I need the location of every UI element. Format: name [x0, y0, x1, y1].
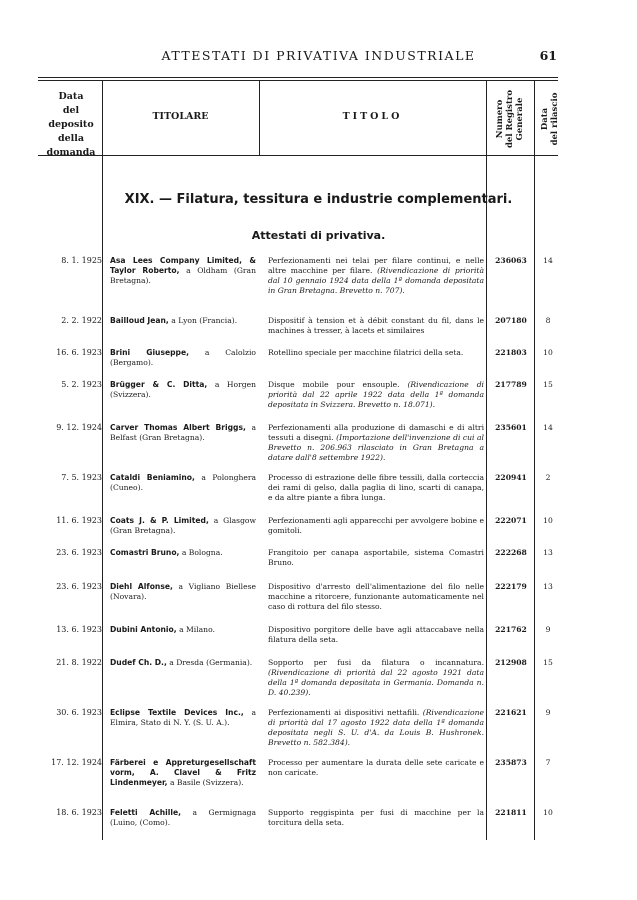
register-number: 236063: [495, 256, 527, 265]
patent-title: Frangitoio per canapa asportabile, sistema Comastri Bruno.: [268, 548, 484, 567]
patent-title: Supporto reggispinta per fusi di macchine per la torcitura della seta.: [268, 808, 484, 827]
holder: Feletti Achille, a Germignaga (Luino, (Como).: [110, 808, 257, 827]
patent-title: Perfezionamenti agli apparecchi per avvolgere bobine e gomitoli.: [268, 516, 484, 535]
table-top-rule-thin: [38, 80, 558, 81]
patent-title: Perfezionamenti nei telai per filare continui, e nelle altre macchine per filare. (Rivendicazione di priorità dal 10 gennaio 1924 data della 1ª domanda depositata in Gran Bretagna. Brevetto n. 707).: [268, 256, 484, 295]
register-number: 222268: [495, 548, 527, 557]
holder: Comastri Bruno, a Bologna.: [110, 548, 223, 557]
holder: Diehl Alfonse, a Vigliano Biellese (Novara).: [110, 582, 256, 601]
register-number: 221811: [495, 808, 527, 817]
register-number: 221621: [495, 708, 527, 717]
table-top-rule: [38, 77, 558, 78]
holder: Brügger & C. Ditta, a Horgen (Svizzera).: [110, 380, 256, 399]
deposit-date: 23. 6. 1923: [56, 582, 102, 591]
deposit-date: 7. 5. 1923: [61, 473, 102, 482]
holder: Brini Giuseppe, a Calolzio (Bergamo).: [110, 348, 257, 367]
table-row: [0, 256, 637, 316]
release-date: 8: [545, 316, 551, 325]
register-number: 222071: [495, 516, 527, 525]
patent-title: Sopporto per fusi da filatura o incannatura. (Rivendicazione di priorità dal 22 agosto 1921 data della 1ª domanda depositata in Germania. Domanda n. D. 40.239).: [268, 658, 484, 697]
patent-title: Dispositivo porgitore delle bave agli attaccabave nella filatura della seta.: [268, 625, 484, 644]
release-date: 10: [543, 808, 553, 817]
register-number: 220941: [495, 473, 527, 482]
deposit-date: 8. 1. 1925: [61, 256, 102, 265]
table-row: [0, 808, 637, 868]
header-release: Data del rilascio: [540, 92, 560, 146]
register-number: 222179: [495, 582, 527, 591]
holder: Färberei e Appreturgesellschaft vorm, A. Clavel & Fritz Lindenmeyer, a Basile (Svizzera).: [110, 758, 256, 787]
register-number: 235601: [495, 423, 527, 432]
deposit-date: 2. 2. 1922: [61, 316, 102, 325]
patent-title: Perfezionamenti alla produzione di damaschi e di altri tessuti a disegni. (Importazione dell'invenzione di cui al Brevetto n. 206.963 rilasciato in Gran Bretagna a datare dall'8 settembre 1922).: [268, 423, 484, 462]
deposit-date: 23. 6. 1923: [56, 548, 102, 557]
deposit-date: 13. 6. 1923: [56, 625, 102, 634]
holder: Carver Thomas Albert Briggs, a Belfast (Gran Bretagna).: [110, 423, 256, 442]
register-number: 212908: [495, 658, 527, 667]
holder: Asa Lees Company Limited, & Taylor Roberto, a Oldham (Gran Bretagna).: [110, 256, 256, 285]
patent-title: Processo per aumentare la durata delle sete caricate e non caricate.: [268, 758, 484, 777]
release-date: 7: [545, 758, 551, 767]
release-date: 13: [543, 582, 553, 591]
release-date: 14: [543, 256, 553, 265]
release-date: 15: [543, 380, 553, 389]
patent-title: Perfezionamenti ai dispositivi nettafili. (Rivendicazione di priorità dal 17 agosto 1922 data della 1ª domanda depositata negli S. U. d'A. da Louis B. Hushronek. Brevetto n. 582.384).: [268, 708, 484, 747]
release-date: 10: [543, 348, 553, 357]
register-number: 221762: [495, 625, 527, 634]
patent-title: Rotellino speciale per macchine filatrici della seta.: [268, 348, 464, 357]
header-register: Numero del Registro Generale: [495, 89, 525, 149]
deposit-date: 11. 6. 1923: [56, 516, 102, 525]
holder: Coats J. & P. Limited, a Glasgow (Gran Bretagna).: [110, 516, 257, 535]
deposit-date: 16. 6. 1923: [56, 348, 102, 357]
deposit-date: 21. 8. 1922: [56, 658, 102, 667]
holder: Eclipse Textile Devices Inc., a Elmira, Stato di N. Y. (S. U. A.).: [110, 708, 256, 727]
deposit-date: 5. 2. 1923: [61, 380, 102, 389]
section-subheading: Attestati di privativa.: [251, 229, 386, 242]
register-number: 221803: [495, 348, 527, 357]
release-date: 9: [545, 708, 551, 717]
register-number: 217789: [495, 380, 527, 389]
patent-title: Dispositivo d'arresto dell'alimentazione del filo nelle macchine a ritorcere, funzionante automaticamente nel caso di rottura del filo stesso.: [268, 582, 484, 611]
holder: Cataldi Beniamino, a Polonghera (Cuneo).: [110, 473, 256, 492]
table-header-bottom-rule: [38, 155, 558, 156]
holder: Dubini Antonio, a Milano.: [110, 625, 215, 634]
release-date: 2: [545, 473, 551, 482]
release-date: 15: [543, 658, 553, 667]
release-date: 10: [543, 516, 553, 525]
release-date: 14: [543, 423, 553, 432]
deposit-date: 18. 6. 1923: [56, 808, 102, 817]
holder: Dudef Ch. D., a Dresda (Germania).: [110, 658, 253, 667]
page-number: 61: [539, 48, 557, 63]
deposit-date: 17. 12. 1924: [51, 758, 102, 767]
patent-title: Disque mobile pour ensouple. (Rivendicazione di priorità dal 22 aprile 1922 data della 1ª domanda depositata in Svizzera. Brevetto n. 18.071).: [268, 380, 484, 409]
header-holder: TITOLARE: [152, 111, 209, 122]
header-title: TITOLO: [342, 111, 403, 122]
register-number: 235873: [495, 758, 527, 767]
deposit-date: 30. 6. 1923: [56, 708, 102, 717]
holder: Bailloud Jean, a Lyon (Francia).: [110, 316, 238, 325]
deposit-date: 9. 12. 1924: [56, 423, 102, 432]
patent-title: Dispositif à tension et à débit constant du fil, dans le machines à tresser, à lacets et similaires: [268, 316, 484, 335]
header-date: Data del deposito della domanda: [46, 91, 96, 158]
release-date: 13: [543, 548, 553, 557]
patent-title: Processo di estrazione delle fibre tessili, dalla corteccia dei rami di gelso, dalla paglia di lino, scarti di canapa, e da altre piante a fibra lunga.: [268, 473, 484, 502]
register-number: 207180: [495, 316, 527, 325]
page-title: ATTESTATI DI PRIVATIVA INDUSTRIALE: [161, 48, 476, 63]
release-date: 9: [545, 625, 551, 634]
section-heading: XIX. — Filatura, tessitura e industrie complementari.: [124, 192, 513, 207]
